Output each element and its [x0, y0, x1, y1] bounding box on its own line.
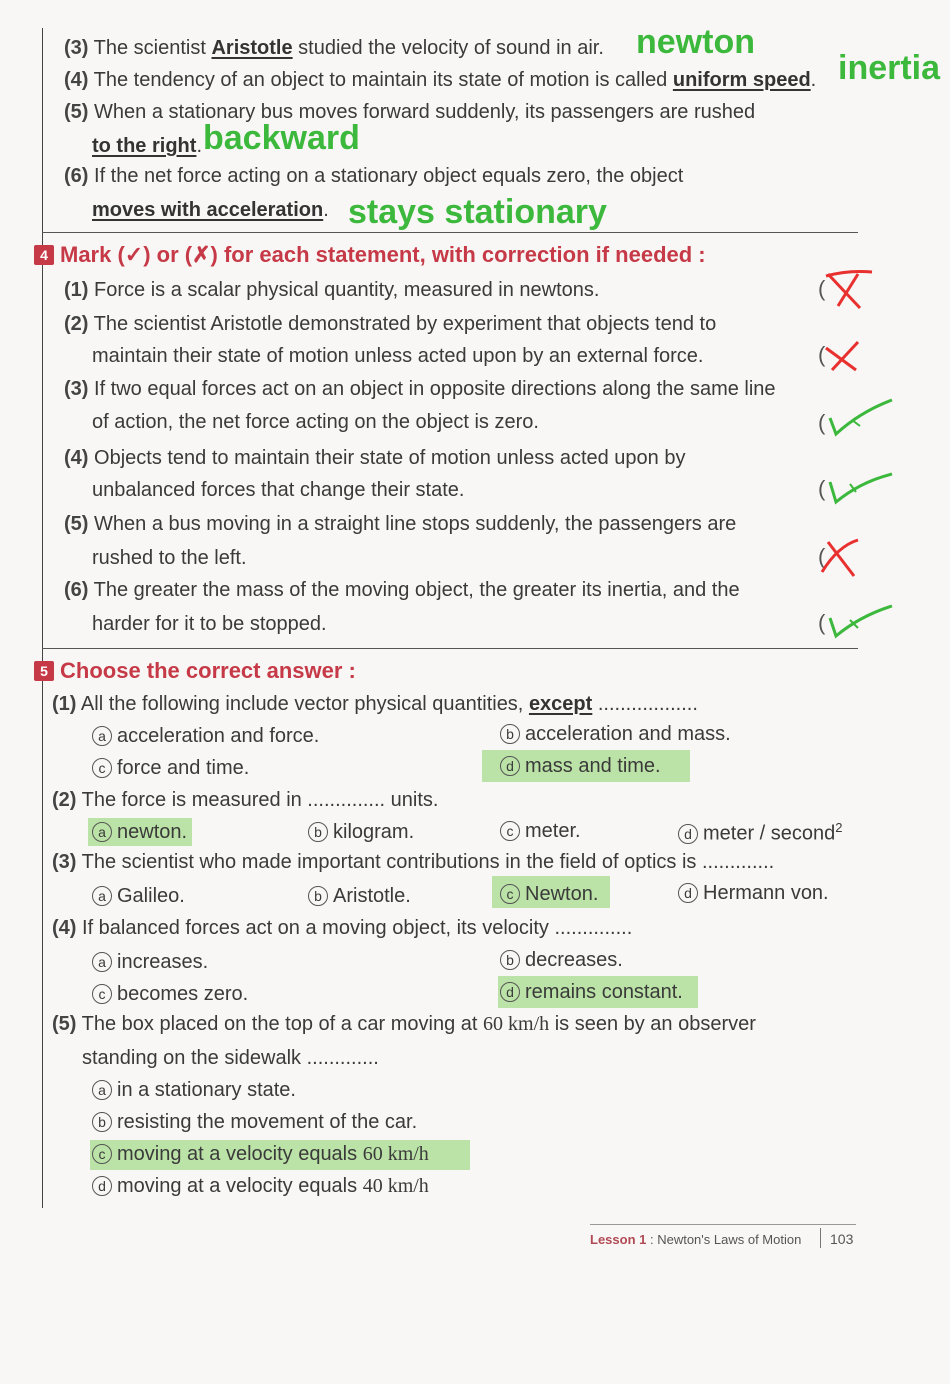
s4-item-3-line2: of action, the net force acting on the object is zero.	[92, 411, 539, 433]
q4-option-b: b decreases.	[500, 948, 623, 972]
paren: (	[818, 410, 826, 435]
s3-item-6-line2: moves with acceleration.	[92, 199, 329, 221]
q3-option-c: c Newton.	[500, 882, 598, 906]
s3-item-6: (6) If the net force acting on a stationary object equals zero, the object	[64, 165, 684, 187]
s4-item-5-line2: rushed to the left.	[92, 547, 247, 569]
footer-rule	[590, 1224, 856, 1225]
q5-option-a: a in a stationary state.	[92, 1078, 296, 1102]
q2-option-a: a newton.	[92, 820, 187, 844]
s4-item-4-line2: unbalanced forces that change their state.	[92, 479, 465, 501]
s3-item-4: (4) The tendency of an object to maintain its state of motion is called uniform speed.	[64, 69, 817, 91]
check-mark-icon	[826, 468, 896, 508]
footer-separator	[820, 1228, 821, 1248]
q3-text: (3) The scientist who made important contributions in the field of optics is .............	[52, 851, 775, 873]
q1-text: (1) All the following include vector physical quantities, except ..................	[52, 693, 698, 715]
section-4-heading: 4 Mark (✓) or (✗) for each statement, with correction if needed :	[34, 242, 706, 268]
cross-mark-icon	[822, 338, 866, 374]
divider	[42, 648, 858, 649]
s4-item-5: (5) When a bus moving in a straight line stops suddenly, the passengers are	[64, 513, 737, 535]
cross-mark-icon	[822, 268, 874, 310]
handwritten-answer: stays stationary	[348, 193, 607, 231]
q5-option-c: c moving at a velocity equals 60 km/h	[92, 1142, 429, 1166]
s3-item-3: (3) The scientist Aristotle studied the velocity of sound in air.	[64, 37, 604, 59]
check-mark-icon	[826, 600, 896, 640]
paren: (	[818, 610, 826, 635]
s4-item-2: (2) The scientist Aristotle demonstrated by experiment that objects tend to	[64, 313, 717, 335]
footer-lesson: Lesson 1 : Newton's Laws of Motion	[590, 1232, 802, 1247]
q4-option-a: a increases.	[92, 950, 208, 974]
q1-option-c: c force and time.	[92, 756, 249, 780]
q3-option-d: d Hermann von.	[678, 881, 829, 905]
q1-option-b: b acceleration and mass.	[500, 722, 731, 746]
s4-item-6-line2: harder for it to be stopped.	[92, 613, 327, 635]
s3-item-5: (5) When a stationary bus moves forward suddenly, its passengers are rushed	[64, 101, 756, 123]
paren: (	[818, 342, 826, 367]
handwritten-answer: inertia	[838, 49, 941, 87]
q3-option-b: b Aristotle.	[308, 884, 411, 908]
paren: (	[818, 544, 826, 569]
page-number: 103	[830, 1231, 854, 1247]
s4-item-3: (3) If two equal forces act on an object in opposite directions along the same line	[64, 378, 776, 400]
q5-text: (5) The box placed on the top of a car moving at 60 km/h is seen by an observer	[52, 1013, 756, 1035]
paren: (	[818, 276, 826, 301]
q5-option-d: d moving at a velocity equals 40 km/h	[92, 1174, 429, 1198]
handwritten-answer: newton	[636, 23, 755, 61]
q2-option-b: b kilogram.	[308, 820, 414, 844]
q4-option-d: d remains constant.	[500, 980, 683, 1004]
q5-text-line2: standing on the sidewalk .............	[82, 1047, 379, 1069]
margin-line	[42, 28, 43, 1208]
s4-item-6: (6) The greater the mass of the moving object, the greater its inertia, and the	[64, 579, 740, 601]
s4-item-1: (1) Force is a scalar physical quantity, measured in newtons.	[64, 279, 600, 301]
q1-option-d: d mass and time.	[500, 754, 661, 778]
q4-text: (4) If balanced forces act on a moving object, its velocity ..............	[52, 917, 633, 939]
q4-option-c: c becomes zero.	[92, 982, 248, 1006]
q5-option-b: b resisting the movement of the car.	[92, 1110, 417, 1134]
s4-item-4: (4) Objects tend to maintain their state of motion unless acted upon by	[64, 447, 686, 469]
section-5-heading: 5 Choose the correct answer :	[34, 658, 356, 684]
q2-text: (2) The force is measured in .............. units.	[52, 789, 439, 811]
divider	[42, 232, 858, 233]
q3-option-a: a Galileo.	[92, 884, 185, 908]
q2-option-d: d meter / second$^2$	[678, 816, 843, 846]
q1-option-a: a acceleration and force.	[92, 724, 319, 748]
cross-mark-icon	[818, 536, 862, 580]
paren: (	[818, 476, 826, 501]
q2-option-c: c meter.	[500, 819, 581, 843]
check-mark-icon	[826, 396, 896, 440]
s4-item-2-line2: maintain their state of motion unless acted upon by an external force.	[92, 345, 704, 367]
handwritten-answer: backward	[203, 119, 360, 157]
s3-item-5-line2: to the right.	[92, 135, 202, 157]
